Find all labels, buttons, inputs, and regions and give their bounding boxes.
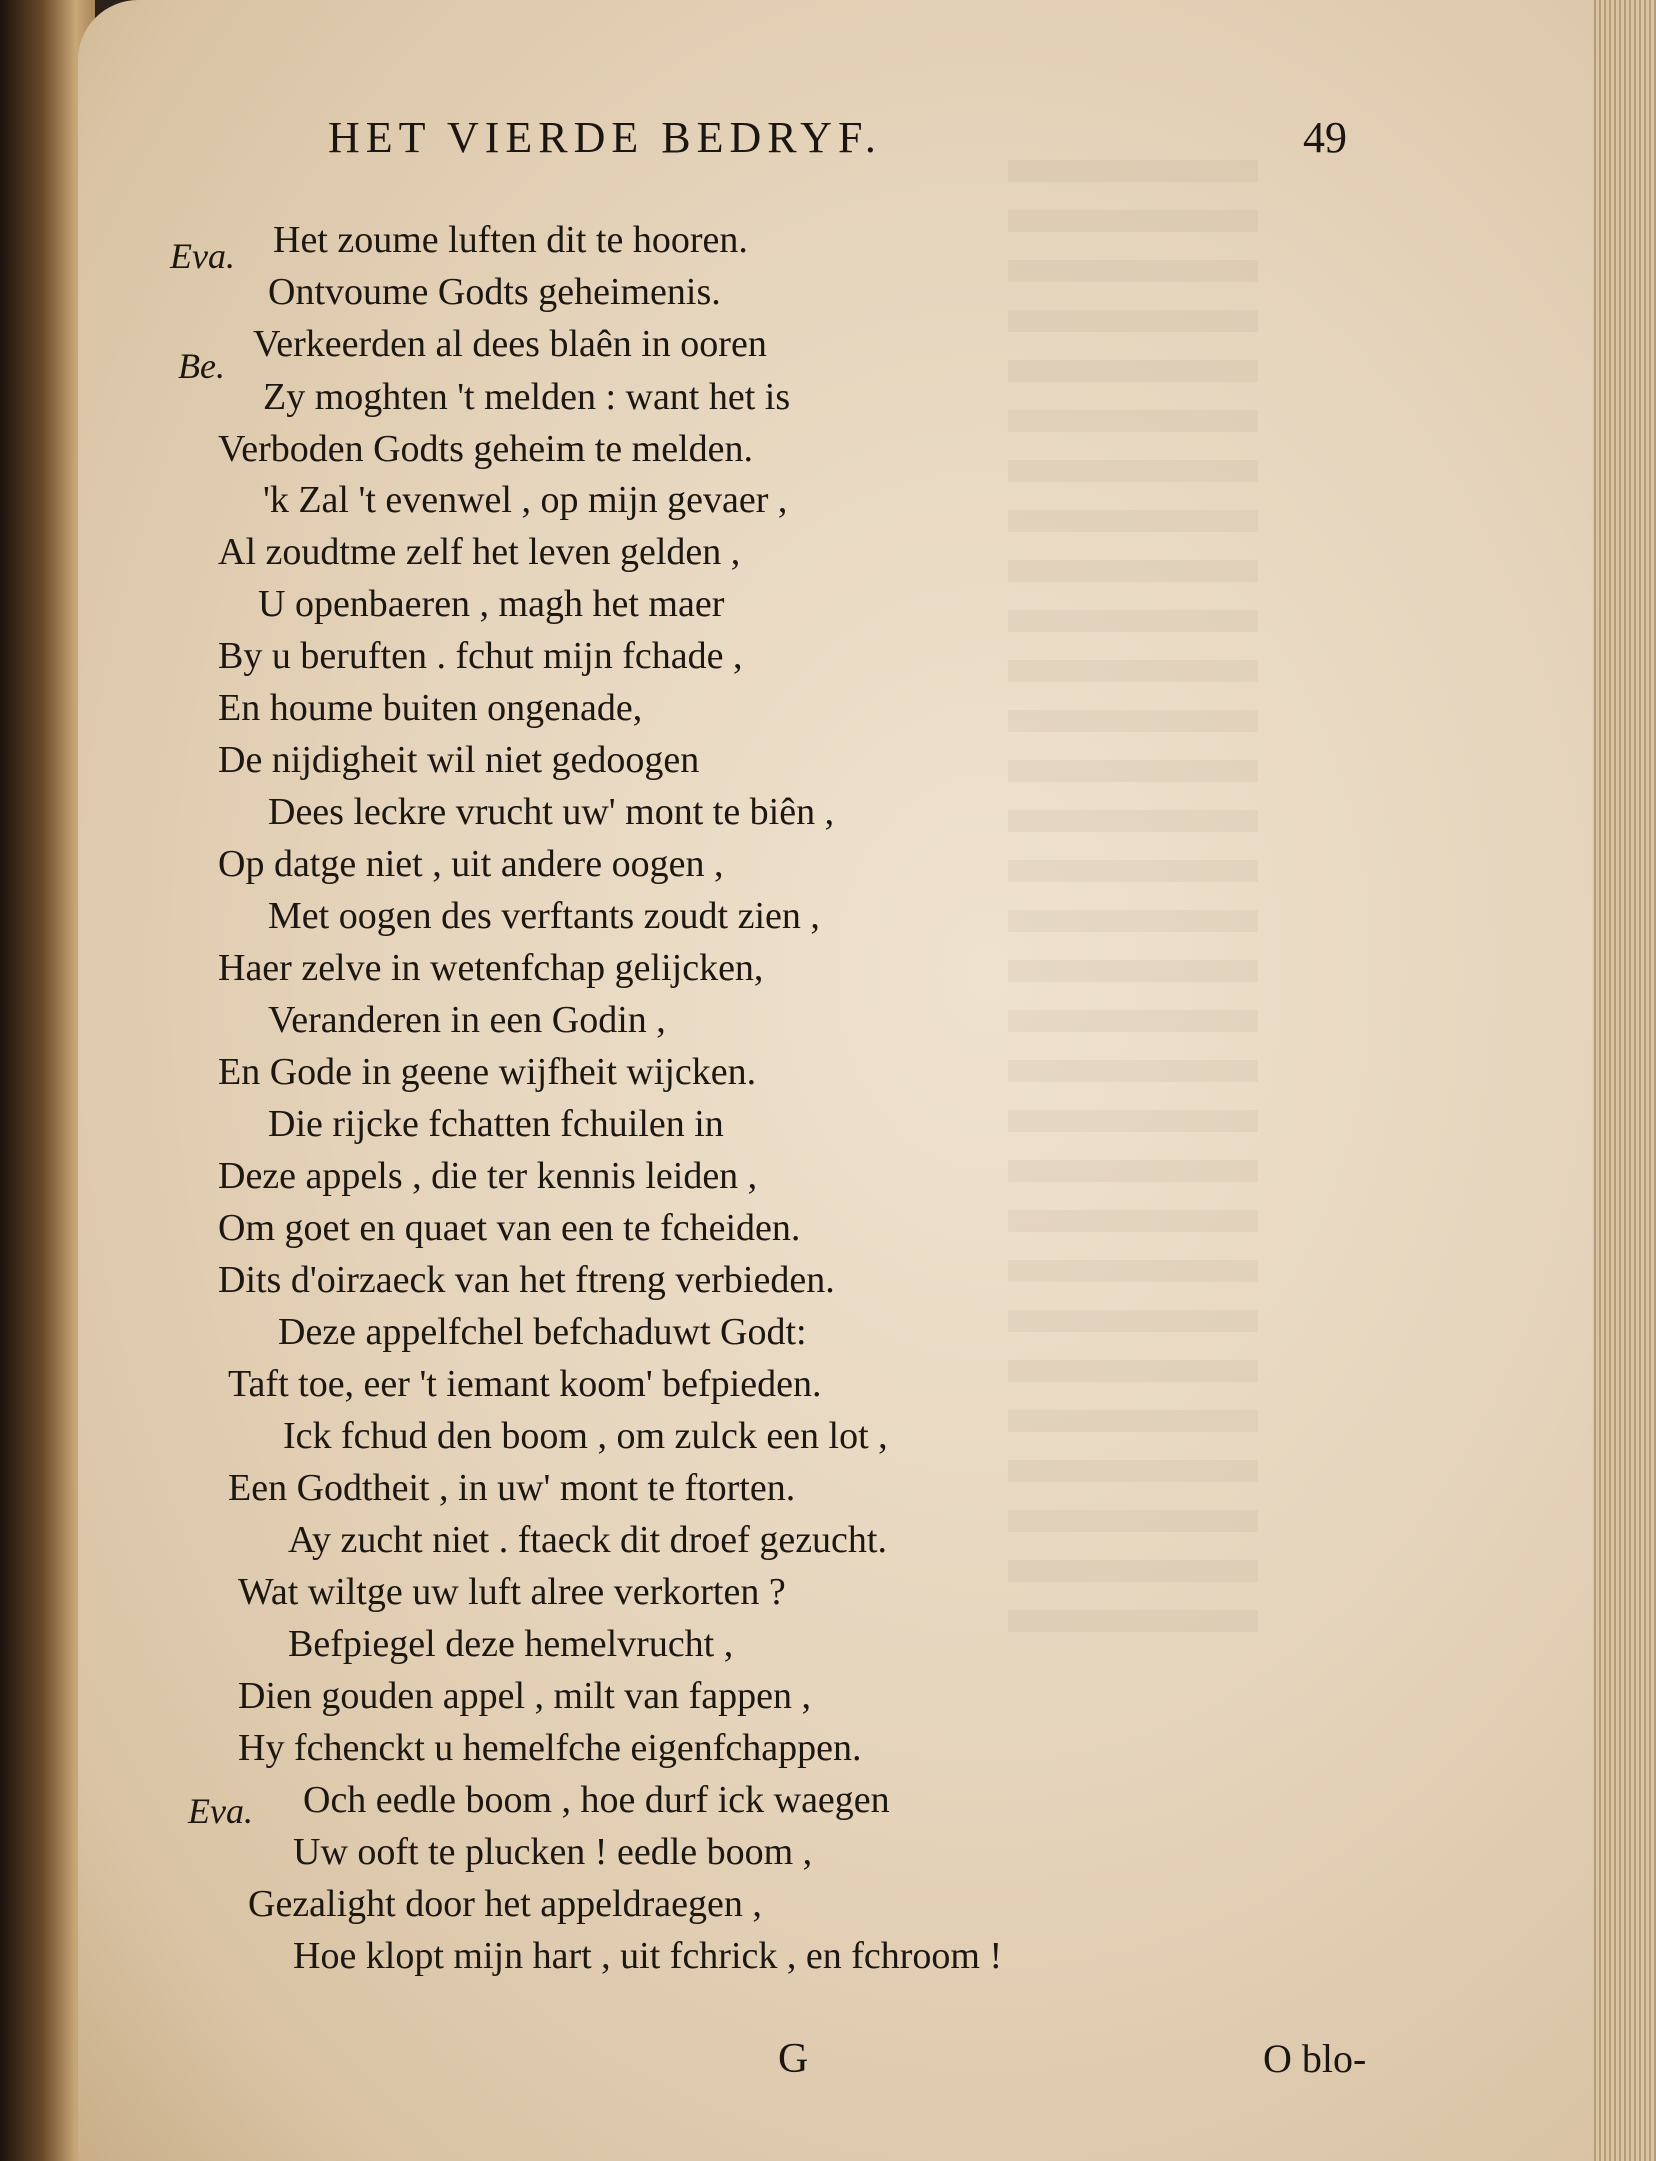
verse-line: By u beruften . fchut mijn fchade , [218, 635, 743, 677]
verse-line: Deze appels , die ter kennis leiden , [218, 1155, 758, 1197]
verse-line: En houme buiten ongenade, [218, 687, 643, 729]
verse-line: Een Godtheit , in uw' mont te ftorten. [228, 1467, 796, 1509]
page-number: 49 [1303, 113, 1347, 162]
verse-line: Taft toe, eer 't iemant koom' befpieden. [228, 1363, 822, 1405]
verse-line: Al zoudtme zelf het leven gelden , [218, 531, 741, 573]
verse-line: Dees leckre vrucht uw' mont te biên , [268, 791, 835, 833]
signature-mark: G [778, 2036, 809, 2082]
speaker-eva-1: Eva. [170, 236, 235, 276]
verse-line: Och eedle boom , hoe durf ick waegen [303, 1779, 890, 1821]
verse-line: 'k Zal 't evenwel , op mijn gevaer , [263, 479, 788, 521]
verse-line: Gezalight door het appeldraegen , [248, 1883, 762, 1925]
verse-line: Befpiegel deze hemelvrucht , [288, 1623, 734, 1665]
verse-line: Die rijcke fchatten fchuilen in [268, 1103, 724, 1145]
page-content [78, 0, 1593, 2161]
verse-line: De nijdigheit wil niet gedoogen [218, 739, 700, 781]
speaker-eva-2: Eva. [188, 1791, 253, 1831]
speaker-be: Be. [178, 346, 225, 386]
running-header: HET VIERDE BEDRYF. [328, 113, 882, 162]
book-page [78, 0, 1593, 2161]
verse-line: Dits d'oirzaeck van het ftreng verbieden. [218, 1259, 835, 1301]
verse-line: Verboden Godts geheim te melden. [218, 428, 754, 470]
verse-line: Het zoume luften dit te hooren. [273, 219, 748, 261]
verse-line: Zy moghten 't melden : want het is [263, 376, 791, 418]
bleed-through-text [1008, 160, 1258, 1660]
verse-line: Veranderen in een Godin , [268, 999, 666, 1041]
verse-line: Uw ooft te plucken ! eedle boom , [293, 1831, 813, 1873]
verse-line: Met oogen des verftants zoudt zien , [268, 895, 820, 937]
verse-line: En Gode in geene wijfheit wijcken. [218, 1051, 757, 1093]
catchword: O blo- [1263, 2036, 1367, 2081]
verse-line: Deze appelfchel befchaduwt Godt: [278, 1311, 807, 1353]
verse-line: Hoe klopt mijn hart , uit fchrick , en fchroom ! [293, 1935, 1003, 1977]
verse-line: Ick fchud den boom , om zulck een lot , [283, 1415, 888, 1457]
verse-line: Ontvoume Godts geheimenis. [268, 271, 721, 313]
verse-line: Verkeerden al dees blaên in ooren [253, 323, 767, 365]
verse-line: Wat wiltge uw luft alree verkorten ? [238, 1571, 786, 1613]
verse-line: U openbaeren , magh het maer [258, 583, 725, 625]
verse-line: Dien gouden appel , milt van fappen , [238, 1675, 812, 1717]
verse-line: Ay zucht niet . ftaeck dit droef gezucht. [288, 1519, 887, 1561]
verse-line: Op datge niet , uit andere oogen , [218, 843, 724, 885]
verse-line: Hy fchenckt u hemelfche eigenfchappen. [238, 1727, 862, 1769]
verse-line: Haer zelve in wetenfchap gelijcken, [218, 947, 764, 989]
verse-line: Om goet en quaet van een te fcheiden. [218, 1207, 801, 1249]
